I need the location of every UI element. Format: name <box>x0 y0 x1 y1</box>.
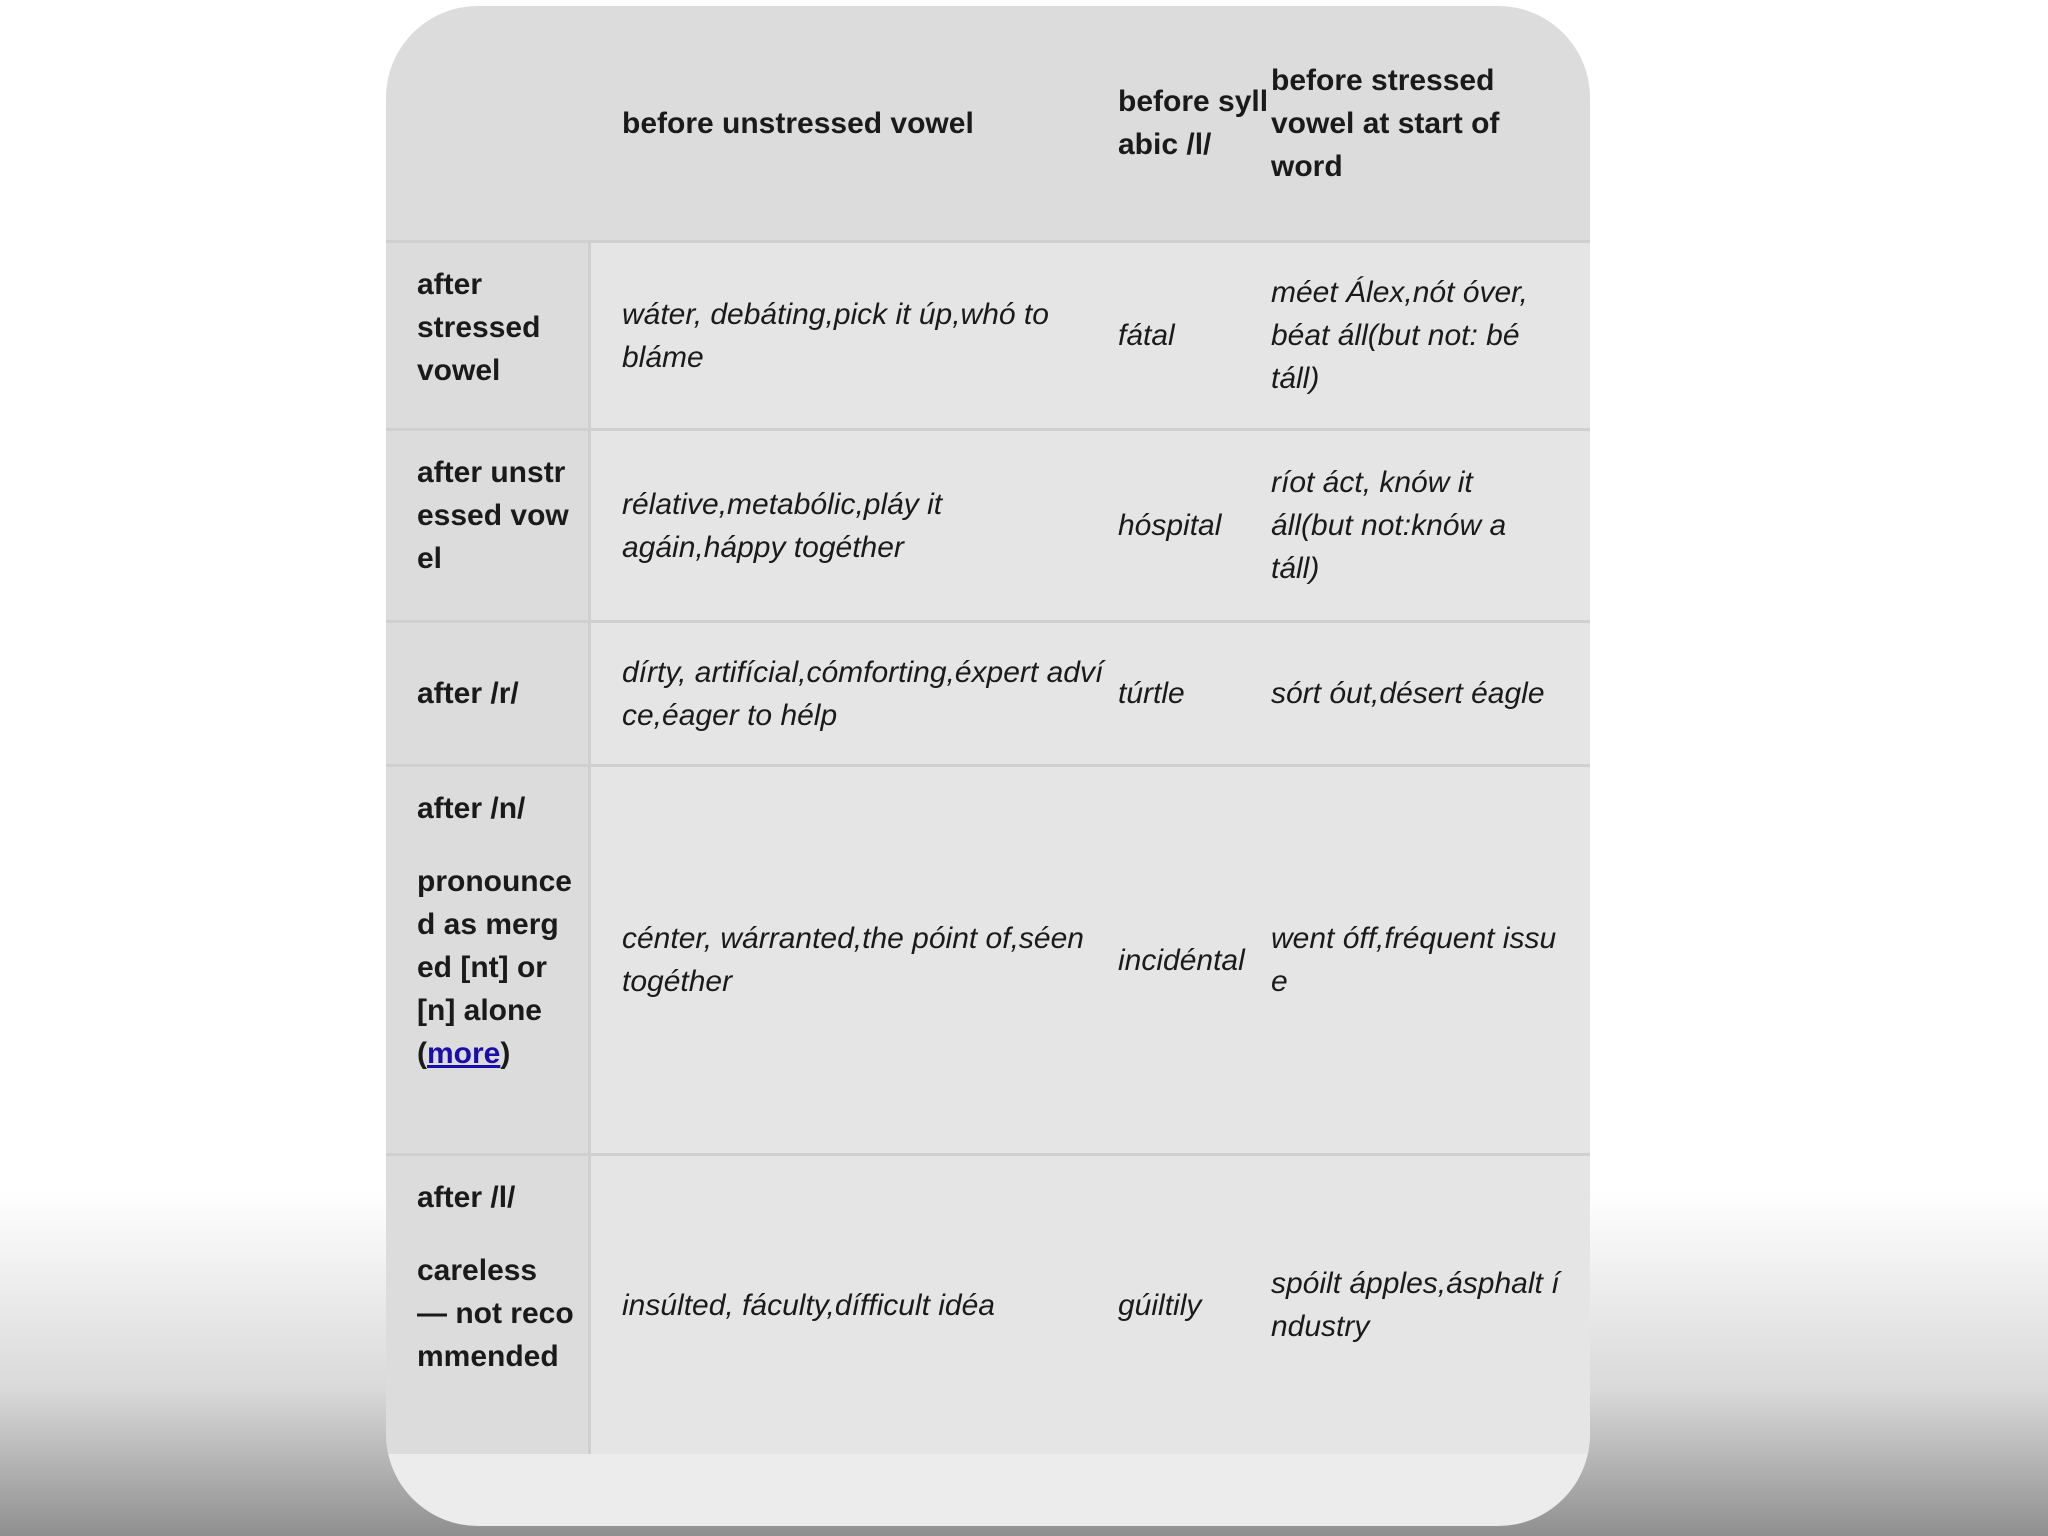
row-header-after-stressed-vowel <box>386 240 591 428</box>
row-header-label <box>417 787 574 1075</box>
table-cell: sórt óut,désert éagle <box>1271 620 1590 764</box>
row-header-label: after unstressed vowel <box>417 456 569 575</box>
table-cell: cénter, wárranted,the póint of,séen togéther <box>591 764 1118 1153</box>
header-before-syllabic-l: before syllabic /l/ <box>1118 6 1271 240</box>
table-cell: hóspital <box>1118 428 1271 620</box>
header-before-unstressed-vowel: before unstressed vowel <box>591 6 1118 240</box>
table-cell: gúiltily <box>1118 1153 1271 1454</box>
table-cell: fátal <box>1118 240 1271 428</box>
close-paren: ) <box>500 1037 511 1070</box>
row-header-after-unstressed-vowel <box>386 428 591 620</box>
line-gap <box>417 830 574 860</box>
row-header-after-l <box>386 1153 591 1454</box>
row-header-label <box>417 1176 574 1378</box>
header-corner <box>386 6 591 240</box>
table-cell: rélative,metabólic,pláy it agáin,háppy togéther <box>591 428 1118 620</box>
row-header-note: pronounced as merged [nt] or [n] alone <box>417 865 572 1027</box>
table-cell: wáter, debáting,pick it úp,whó to bláme <box>591 240 1118 428</box>
line-gap <box>417 1219 574 1249</box>
table-cell: dírty, artifícial,cómforting,éxpert advíce,éager to hélp <box>591 620 1118 764</box>
flapping-table <box>386 6 1590 1454</box>
table-cell: incidéntal <box>1118 764 1271 1153</box>
header-before-stressed-vowel-start: before stressed vowel at start of word <box>1271 6 1590 240</box>
row-header-note: careless — not recommended <box>417 1254 574 1373</box>
table-cell: ríot áct, knów it áll(but not:knów a táll) <box>1271 428 1590 620</box>
row-header-main-label: after /n/ <box>417 792 526 825</box>
table-card <box>386 6 1590 1526</box>
open-paren: ( <box>417 1037 427 1070</box>
row-header-after-n <box>386 764 591 1153</box>
table-cell: túrtle <box>1118 620 1271 764</box>
row-header-main-label: after /l/ <box>417 1181 516 1214</box>
table-cell: méet Álex,nót óver, béat áll(but not: bé táll) <box>1271 240 1590 428</box>
more-link[interactable]: more <box>427 1037 501 1070</box>
table-cell: insúlted, fáculty,dífficult idéa <box>591 1153 1118 1454</box>
row-header-label: after /r/ <box>417 677 519 710</box>
row-header-after-r <box>386 620 591 764</box>
table-cell: went óff,fréquent issue <box>1271 764 1590 1153</box>
table-cell: spóilt ápples,ásphalt índustry <box>1271 1153 1590 1454</box>
row-header-label: after stressed vowel <box>417 268 541 387</box>
